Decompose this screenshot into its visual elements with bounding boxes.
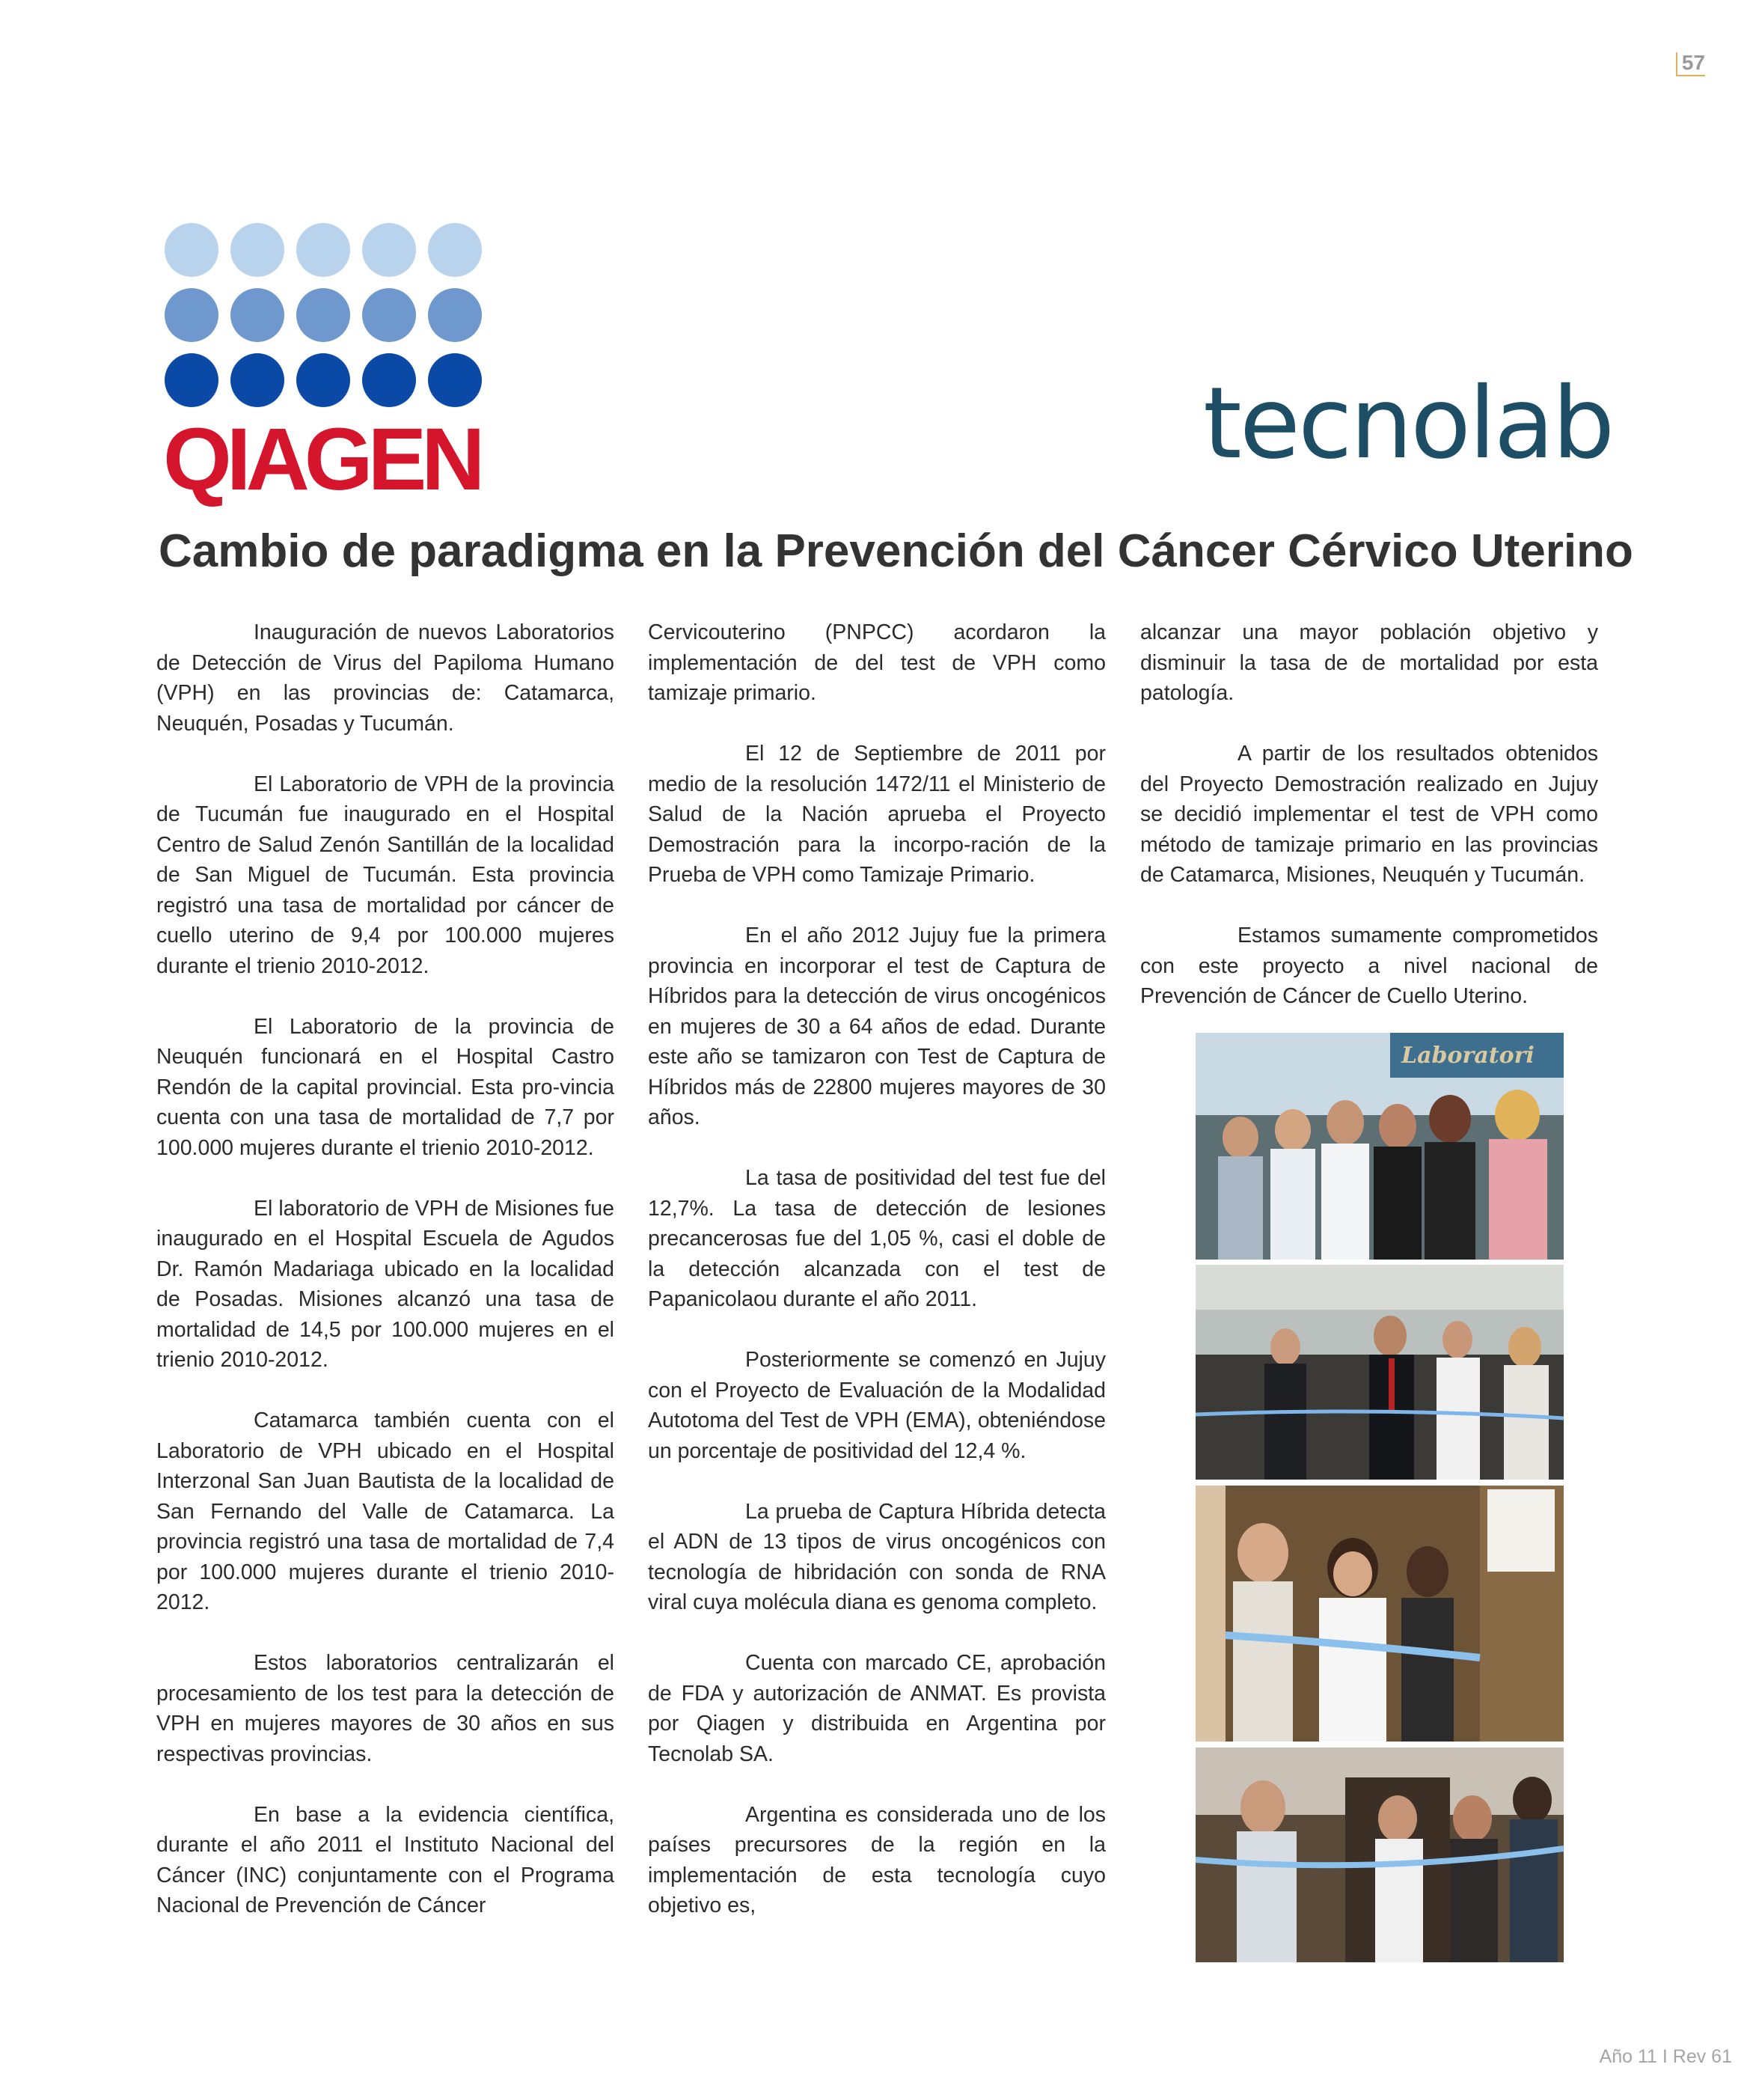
paragraph: Catamarca también cuenta con el Laboratorio de VPH ubicado en el Hospital Interzonal San Juan Bautista de la localidad de San Fernando del Valle de Catamarca. La provincia registró una tasa de mortalidad de 7,4 por 100.000 mujeres durante el trienio 2010-2012.	[156, 1408, 614, 1614]
paragraph: El 12 de Septiembre de 2011 por medio de la resolución 1472/11 el Ministerio de Salud de la Nación aprueba el Proyecto Demostración para la incorpo-ración de la Prueba de VPH como Tamizaje Primario.	[648, 742, 1106, 887]
photo-ribbon-cutting-woman	[1196, 1486, 1564, 1742]
article-title: Cambio de paradigma en la Prevención del Cáncer Cérvico Uterino	[159, 525, 1633, 577]
paragraph: La tasa de positividad del test fue del 12,7%. La tasa de detección de lesiones precancerosas fue del 1,05 %, casi el doble de la detección alcanzada con el test de Papanicolaou durante el año 2011.	[648, 1166, 1106, 1311]
paragraph: Cuenta con marcado CE, aprobación de FDA y autorización de ANMAT. Es provista por Qiagen y distribuida en Argentina por Tecnolab SA.	[648, 1651, 1106, 1766]
paragraph: Inauguración de nuevos Laboratorios de Detección de Virus del Papiloma Humano (VPH) en las provincias de: Catamarca, Neuquén, Posadas y Tucumán.	[156, 620, 614, 736]
paragraph-continuation: Cervicouterino (PNPCC) acordaron la implementación de del test de VPH como tamizaje primario.	[648, 620, 1106, 705]
issue-footer: Año 11 I Rev 61	[1599, 2046, 1732, 2067]
qiagen-dot-grid	[165, 223, 481, 407]
paragraph: Estamos sumamente comprometidos con este proyecto a nivel nacional de Prevención de Cáncer de Cuello Uterino.	[1140, 924, 1598, 1008]
qiagen-logo	[163, 223, 481, 509]
photo-laboratory-group	[1196, 1033, 1564, 1260]
laboratory-sign: Laboratori	[1401, 1043, 1535, 1069]
page-number: 57	[1676, 52, 1705, 76]
paragraph: Posteriormente se comenzó en Jujuy con el Proyecto de Evaluación de la Modalidad Autotoma del Test de VPH (EMA), obteniéndose un porcentaje de positividad del 12,4 %.	[648, 1348, 1106, 1463]
paragraph: Argentina es considerada uno de los países precursores de la región en la implementación de esta tecnología cuyo objetivo es,	[648, 1802, 1106, 1917]
photo-ribbon-hallway	[1196, 1265, 1564, 1480]
paragraph: En base a la evidencia científica, durante el año 2011 el Instituto Nacional del Cáncer (INC) conjuntamente con el Programa Nacional de Prevención de Cáncer	[156, 1802, 614, 1917]
paragraph: En el año 2012 Jujuy fue la primera provincia en incorporar el test de Captura de Híbridos para la detección de virus oncogénicos en mujeres de 30 a 64 años de edad. Durante este año se tamizaron con Test de Captura de Híbridos más de 22800 mujeres mayores de 30 años.	[648, 924, 1106, 1129]
paragraph: El laboratorio de VPH de Misiones fue inaugurado en el Hospital Escuela de Agudos Dr. Ramón Madariaga ubicado en la localidad de Posadas. Misiones alcanzó una tasa de mortalidad de 14,5 por 100.000 mujeres en el trienio 2010-2012.	[156, 1196, 614, 1372]
paragraph: El Laboratorio de la provincia de Neuquén funcionará en el Hospital Castro Rendón de la capital provincial. Esta pro-vincia cuenta con una tasa de mortalidad de 7,7 por 100.000 mujeres durante el trienio 2010-2012.	[156, 1014, 614, 1160]
paragraph: La prueba de Captura Híbrida detecta el ADN de 13 tipos de virus oncogénicos con tecnología de hibridación con sonda de RNA viral cuya molécula diana es genoma completo.	[648, 1499, 1106, 1614]
column-2	[648, 617, 1106, 1951]
paragraph: A partir de los resultados obtenidos del Proyecto Demostración realizado en Jujuy se decidió implementar el test de VPH como método de tamizaje primario en las provincias de Catamarca, Misiones, Neuquén y Tucumán.	[1140, 742, 1598, 887]
paragraph-continuation: alcanzar una mayor población objetivo y disminuir la tasa de de mortalidad por esta patología.	[1140, 620, 1598, 705]
qiagen-wordmark: QIAGEN	[163, 410, 480, 509]
photo-ribbon-door	[1196, 1748, 1564, 1962]
column-3	[1140, 617, 1598, 1042]
paragraph: Estos laboratorios centralizarán el procesamiento de los test para la detección de VPH en mujeres mayores de 30 años en sus respectivas provincias.	[156, 1651, 614, 1766]
column-1	[156, 617, 614, 1951]
tecnolab-logo: tecnolab	[1203, 366, 1613, 481]
paragraph: El Laboratorio de VPH de la provincia de Tucumán fue inaugurado en el Hospital Centro de Salud Zenón Santillán de la localidad de San Miguel de Tucumán. Esta provincia registró una tasa de mortalidad por cáncer de cuello uterino de 9,4 por 100.000 mujeres durante el trienio 2010-2012.	[156, 772, 614, 978]
